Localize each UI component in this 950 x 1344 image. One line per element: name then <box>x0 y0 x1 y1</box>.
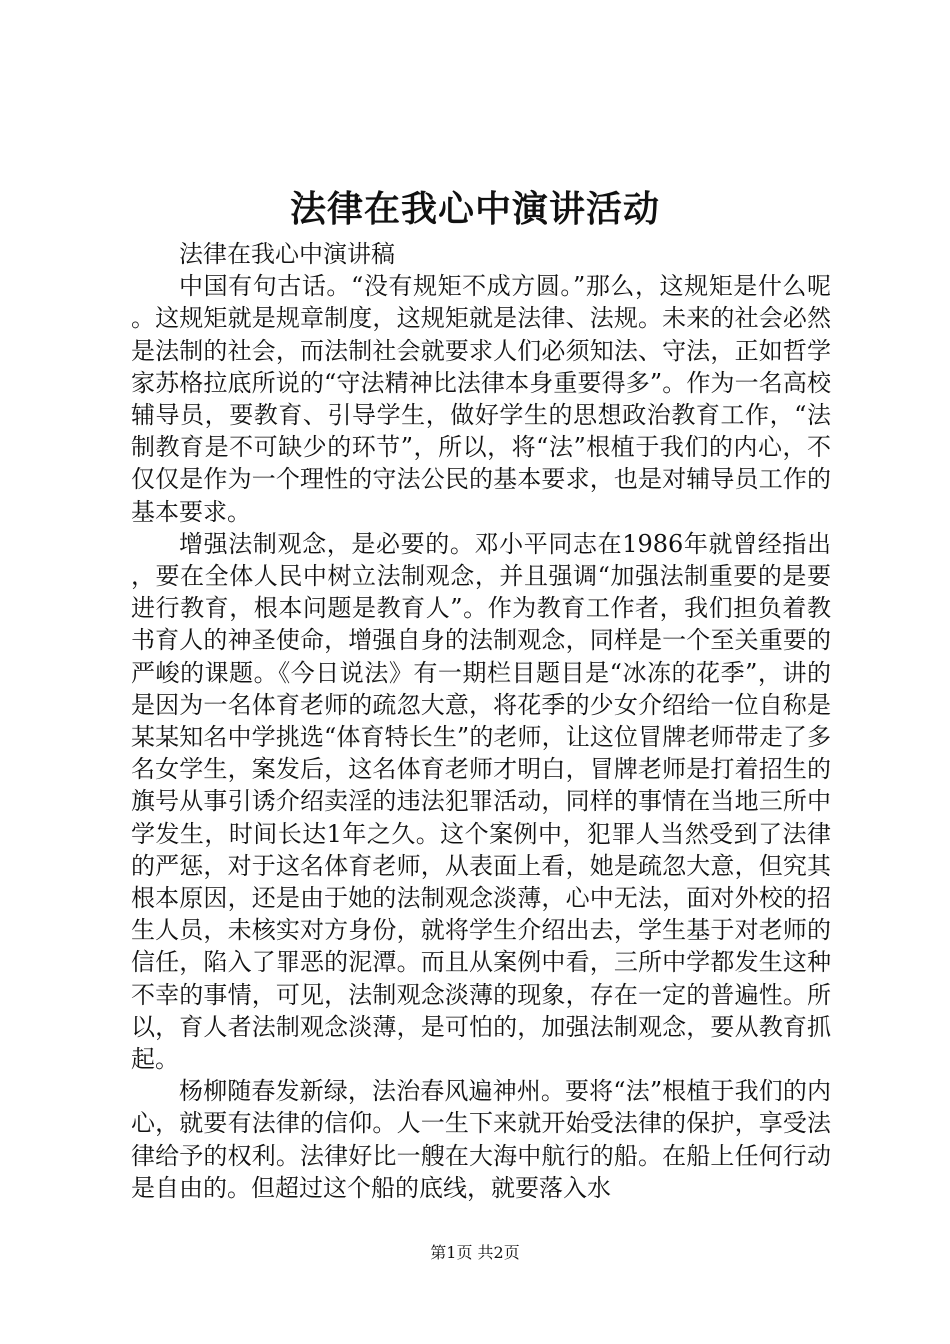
page-footer: 第1页 共2页 <box>430 1243 520 1262</box>
paragraph-1: 中国有句古话。“没有规矩不成方圆。”那么，这规矩是什么呢。这规矩就是规章制度，这规矩就是法律、法规。未来的社会必然是法制的社会，而法制社会就要求人们必须知法、守法，正如哲学家苏格拉底所说的“守法精神比法律本身重要得多”。作为一名高校辅导员，要教育、引导学生，做好学生的思想政治教育工作，“法制教育是不可缺少的环节”，所以，将“法”根植于我们的内心，不仅仅是作为一个理性的守法公民的基本要求，也是对辅导员工作的基本要求。 <box>131 272 831 526</box>
paragraph-subtitle: 法律在我心中演讲稿 <box>179 240 395 268</box>
document-title: 法律在我心中演讲活动 <box>289 188 660 230</box>
paragraph-2: 增强法制观念，是必要的。邓小平同志在1986年就曾经指出，要在全体人民中树立法制观念，并且强调“加强法制重要的是要进行教育，根本问题是教育人”。作为教育工作者，我们担负着教书育人的神圣使命，增强自身的法制观念，同样是一个至关重要的严峻的课题。《今日说法》有一期栏目题目是“冰冻的花季”，讲的是因为一名体育老师的疏忽大意，将花季的少女介绍给一位自称是某某知名中学挑选“体育特长生”的老师，让这位冒牌老师带走了多名女学生，案发后，这名体育老师才明白，冒牌老师是打着招生的旗号从事引诱介绍卖淫的违法犯罪活动，同样的事情在当地三所中学发生，时间长达1年之久。这个案例中，犯罪人当然受到了法律的严惩，对于这名体育老师，从表面上看，她是疏忽大意，但究其根本原因，还是由于她的法制观念淡薄，心中无法，面对外校的招生人员，未核实对方身份，就将学生介绍出去，学生基于对老师的信任，陷入了罪恶的泥潭。而且从案例中看，三所中学都发生这种不幸的事情，可见，法制观念淡薄的现象，存在一定的普遍性。所以，育人者法制观念淡薄，是可怕的，加强法制观念，要从教育抓起。 <box>131 529 831 1074</box>
document-body <box>131 238 831 1204</box>
paragraph-3: 杨柳随春发新绿，法治春风遍神州。要将“法”根植于我们的内心，就要有法律的信仰。人一生下来就开始受法律的保护，享受法律给予的权利。法律好比一艘在大海中航行的船。在船上任何行动是自由的。但超过这个船的底线，就要落入水 <box>131 1077 831 1202</box>
